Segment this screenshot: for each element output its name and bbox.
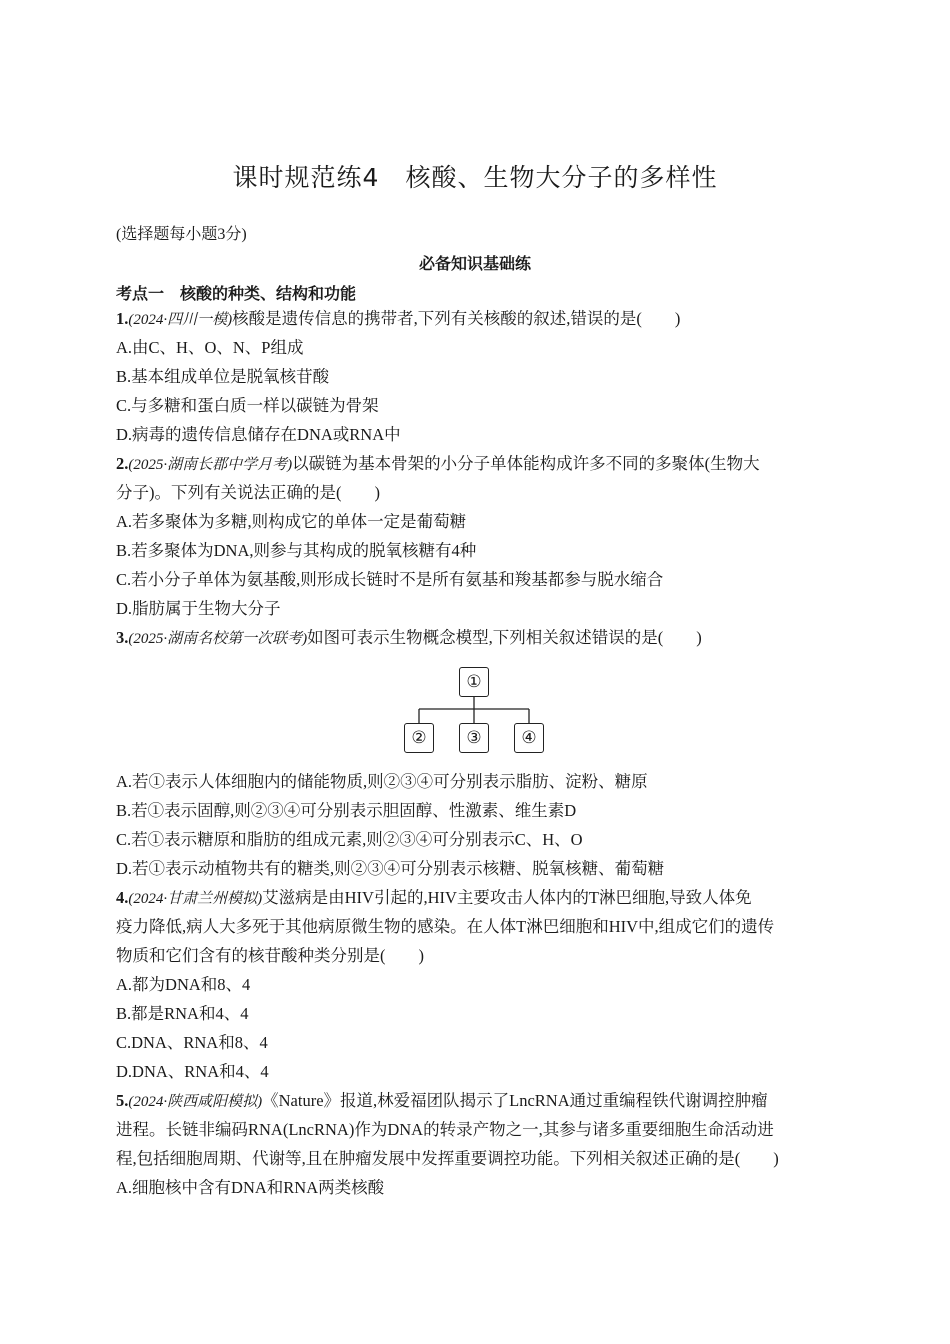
node-child-3: ④ xyxy=(514,723,544,753)
question-source: (2024·陕西咸阳模拟) xyxy=(128,1094,263,1110)
question-text-continued: 疫力降低,病人大多死于其他病原微生物的感染。在人体T淋巴细胞和HIV中,组成它们的遗传 xyxy=(116,917,775,936)
question-5 xyxy=(116,1086,836,1202)
question-3 xyxy=(116,623,836,883)
question-stem xyxy=(116,883,836,912)
question-stem xyxy=(116,449,836,478)
question-2 xyxy=(116,449,836,623)
topic-heading: 考点一 核酸的种类、结构和功能 xyxy=(116,284,357,303)
option-c: C.若小分子单体为氨基酸,则形成长链时不是所有氨基和羧基都参与脱水缩合 xyxy=(116,570,664,589)
question-number: 1. xyxy=(116,309,129,328)
question-text: 《Nature》报道,林爱福团队揭示了LncRNA通过重编程铁代谢调控肿瘤 xyxy=(262,1091,768,1110)
option-d: D.脂肪属于生物大分子 xyxy=(116,599,281,618)
question-stem xyxy=(116,304,836,333)
option-c: C.DNA、RNA和8、4 xyxy=(116,1033,268,1052)
question-4 xyxy=(116,883,836,1086)
option-a: A.都为DNA和8、4 xyxy=(116,975,251,994)
question-1 xyxy=(116,304,836,449)
option-b: B.若①表示固醇,则②③④可分别表示胆固醇、性激素、维生素D xyxy=(116,801,577,820)
option-b: B.若多聚体为DNA,则参与其构成的脱氧核糖有4种 xyxy=(116,541,477,560)
option-d: D.DNA、RNA和4、4 xyxy=(116,1062,269,1081)
question-list xyxy=(116,304,836,1202)
option-a: A.若①表示人体细胞内的储能物质,则②③④可分别表示脂肪、淀粉、糖原 xyxy=(116,772,648,791)
question-stem xyxy=(116,623,836,652)
option-a: A.若多聚体为多糖,则构成它的单体一定是葡萄糖 xyxy=(116,512,467,531)
question-source: (2025·湖南长郡中学月考) xyxy=(128,457,293,473)
option-b: B.基本组成单位是脱氧核苷酸 xyxy=(116,367,330,386)
question-source: (2024·四川一模) xyxy=(128,312,233,328)
question-number: 3. xyxy=(116,628,129,647)
node-child-1: ② xyxy=(404,723,434,753)
question-source: (2024·甘肃兰州模拟) xyxy=(128,891,263,907)
option-c: C.若①表示糖原和脂肪的组成元素,则②③④可分别表示C、H、O xyxy=(116,830,583,849)
option-b: B.都是RNA和4、4 xyxy=(116,1004,249,1023)
option-a: A.细胞核中含有DNA和RNA两类核酸 xyxy=(116,1178,385,1197)
question-number: 5. xyxy=(116,1091,129,1110)
question-text: 以碳链为基本骨架的小分子单体能构成许多不同的多聚体(生物大 xyxy=(292,454,760,473)
option-d: D.若①表示动植物共有的糖类,则②③④可分别表示核糖、脱氧核糖、葡萄糖 xyxy=(116,859,665,878)
option-d: D.病毒的遗传信息储存在DNA或RNA中 xyxy=(116,425,401,444)
question-text-continued: 分子)。下列有关说法正确的是( ) xyxy=(116,483,380,502)
question-number: 4. xyxy=(116,888,129,907)
question-text-continued: 物质和它们含有的核苷酸种类分别是( ) xyxy=(116,946,424,965)
concept-model-diagram xyxy=(116,652,836,767)
option-a: A.由C、H、O、N、P组成 xyxy=(116,338,304,357)
page-title: 课时规范练4 核酸、生物大分子的多样性 xyxy=(232,163,718,192)
node-parent: ① xyxy=(459,667,489,697)
question-text: 核酸是遗传信息的携带者,下列有关核酸的叙述,错误的是( ) xyxy=(232,309,681,328)
option-c: C.与多糖和蛋白质一样以碳链为骨架 xyxy=(116,396,379,415)
question-text-continued: 进程。长链非编码RNA(LncRNA)作为DNA的转录产物之一,其参与诸多重要细胞生命活动进 xyxy=(116,1120,774,1139)
question-text-continued: 程,包括细胞周期、代谢等,且在肿瘤发展中发挥重要调控功能。下列相关叙述正确的是( ) xyxy=(116,1149,779,1168)
section-heading: 必备知识基础练 xyxy=(418,254,531,273)
question-number: 2. xyxy=(116,454,129,473)
node-child-2: ③ xyxy=(459,723,489,753)
question-text: 艾滋病是由HIV引起的,HIV主要攻击人体内的T淋巴细胞,导致人体免 xyxy=(262,888,752,907)
question-stem xyxy=(116,1086,836,1115)
score-note: (选择题每小题3分) xyxy=(116,226,247,243)
question-source: (2025·湖南名校第一次联考) xyxy=(128,631,308,647)
question-text: 如图可表示生物概念模型,下列相关叙述错误的是( ) xyxy=(307,628,702,647)
